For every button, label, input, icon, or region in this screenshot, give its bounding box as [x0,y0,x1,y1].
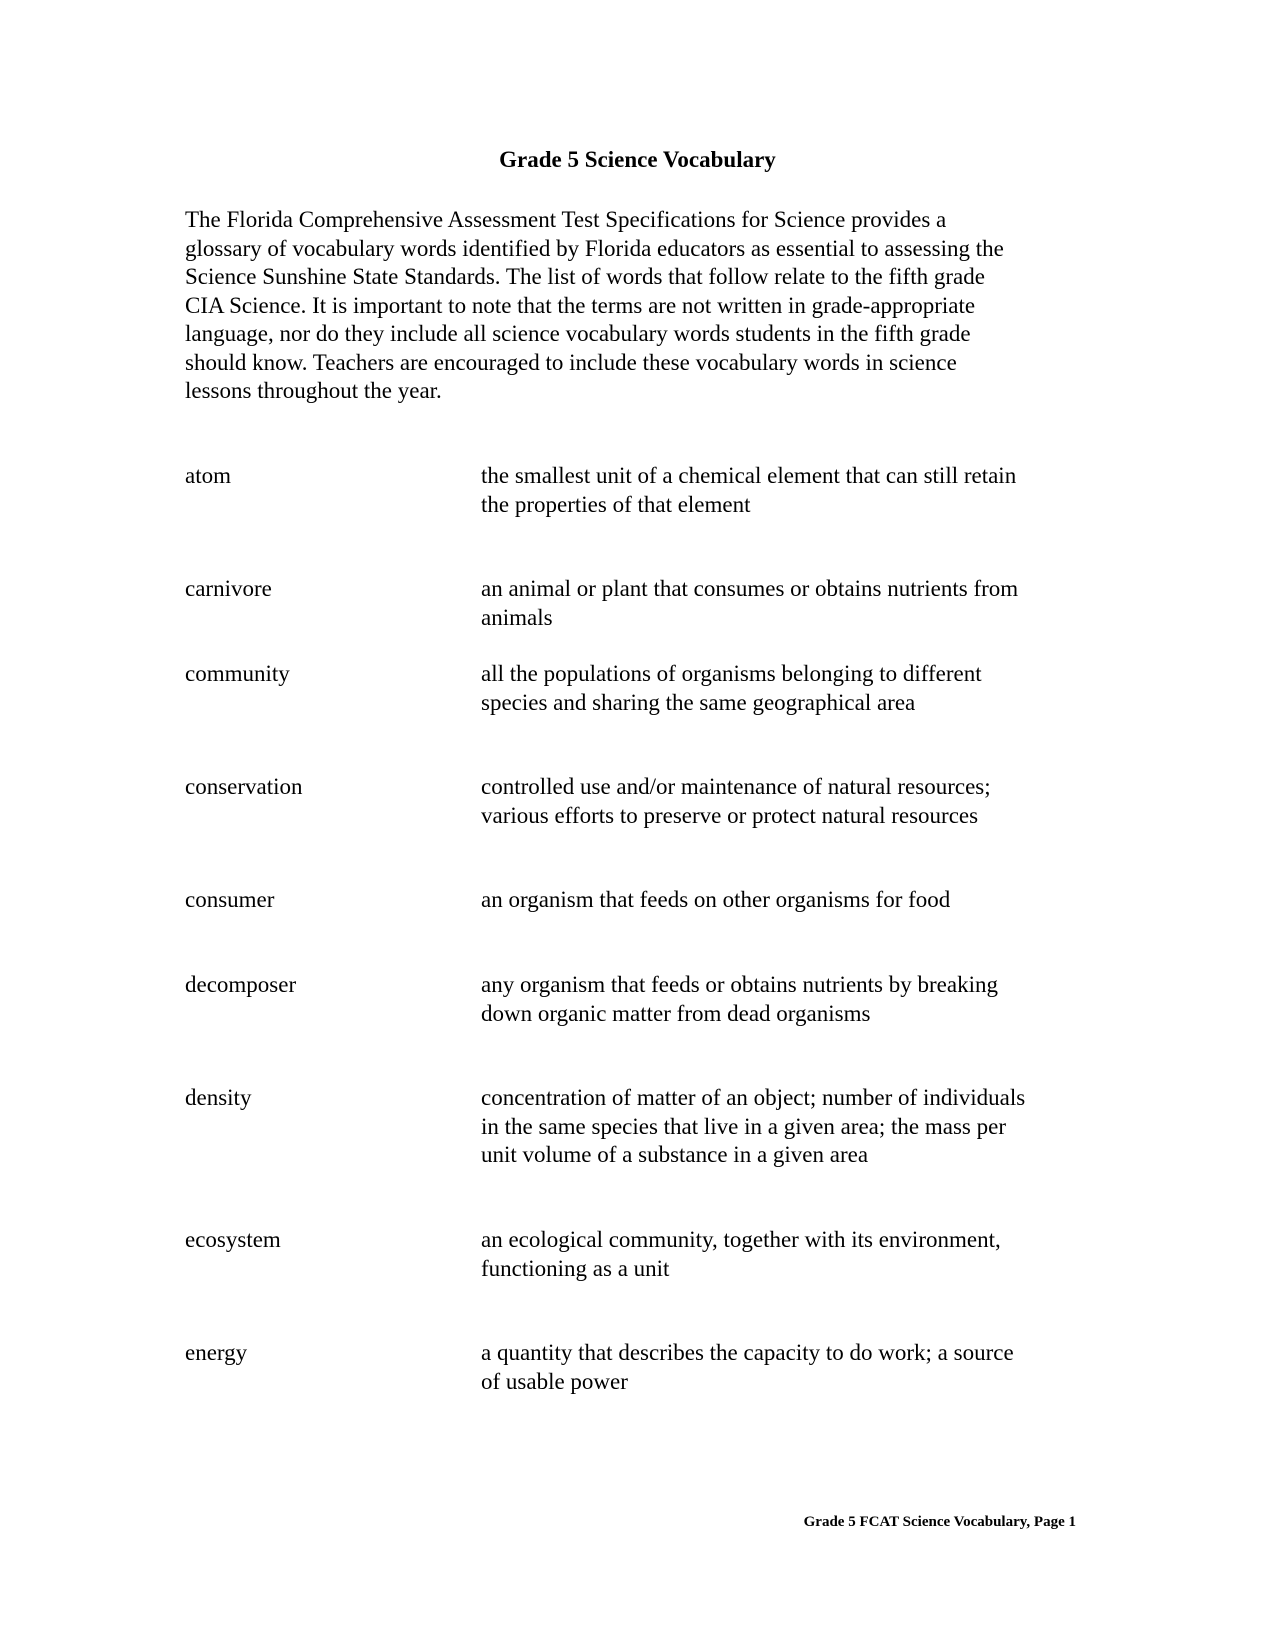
glossary-definition [481,1226,1081,1283]
glossary-definition [481,462,1081,519]
glossary-definition [481,773,1081,830]
definition-line: the properties of that element [481,491,751,517]
glossary-term: consumer [185,887,275,912]
glossary-term: ecosystem [185,1227,281,1252]
glossary-term: decomposer [185,972,297,997]
page-footer: Grade 5 FCAT Science Vocabulary, Page 1 [803,1514,1076,1530]
definition-line: animals [481,604,553,630]
definition-line: concentration of matter of an object; number of individuals [481,1085,1026,1110]
definition-line: functioning as a unit [481,1255,670,1281]
definition-line: any organism that feeds or obtains nutrients by breaking [481,972,998,997]
intro-line: CIA Science. It is important to note that the terms are not written in grade-appropriate [185,292,976,318]
definition-line: various efforts to preserve or protect natural resources [481,802,979,828]
glossary-term: atom [185,463,231,488]
definition-line: species and sharing the same geographical area [481,689,916,715]
glossary-definition [481,660,1081,717]
definition-line: down organic matter from dead organisms [481,1000,871,1026]
definition-line: in the same species that live in a given area; the mass per [481,1113,1006,1139]
glossary-definition [481,1339,1081,1396]
intro-line: glossary of vocabulary words identified by Florida educators as essential to assessing the [185,235,1004,261]
definition-line: an organism that feeds on other organisms for food [481,887,951,912]
glossary-definition [481,971,1081,1028]
definition-line: of usable power [481,1368,628,1394]
intro-paragraph [185,206,1085,406]
intro-line: should know. Teachers are encouraged to include these vocabulary words in science [185,349,957,375]
definition-line: controlled use and/or maintenance of natural resources; [481,774,991,799]
glossary-definition [481,886,1081,915]
glossary-definition [481,575,1081,632]
definition-line: an ecological community, together with its environment, [481,1227,1001,1252]
glossary-term: conservation [185,774,303,799]
glossary-term: community [185,661,290,686]
glossary-term: density [185,1085,252,1110]
intro-line: The Florida Comprehensive Assessment Test Specifications for Science provides a [185,207,947,232]
definition-line: the smallest unit of a chemical element that can still retain [481,463,1017,488]
intro-line: lessons throughout the year. [185,378,442,403]
page-title: Grade 5 Science Vocabulary [499,147,776,172]
definition-line: unit volume of a substance in a given area [481,1142,869,1167]
intro-line: language, nor do they include all science vocabulary words students in the fifth grade [185,321,971,346]
definition-line: all the populations of organisms belonging to different [481,661,982,686]
glossary-term: carnivore [185,576,272,601]
intro-line: Science Sunshine State Standards. The list of words that follow relate to the fifth grade [185,264,985,289]
glossary-term: energy [185,1340,248,1365]
definition-line: a quantity that describes the capacity to do work; a source [481,1340,1014,1365]
glossary-definition [481,1084,1081,1170]
definition-line: an animal or plant that consumes or obtains nutrients from [481,576,1019,601]
